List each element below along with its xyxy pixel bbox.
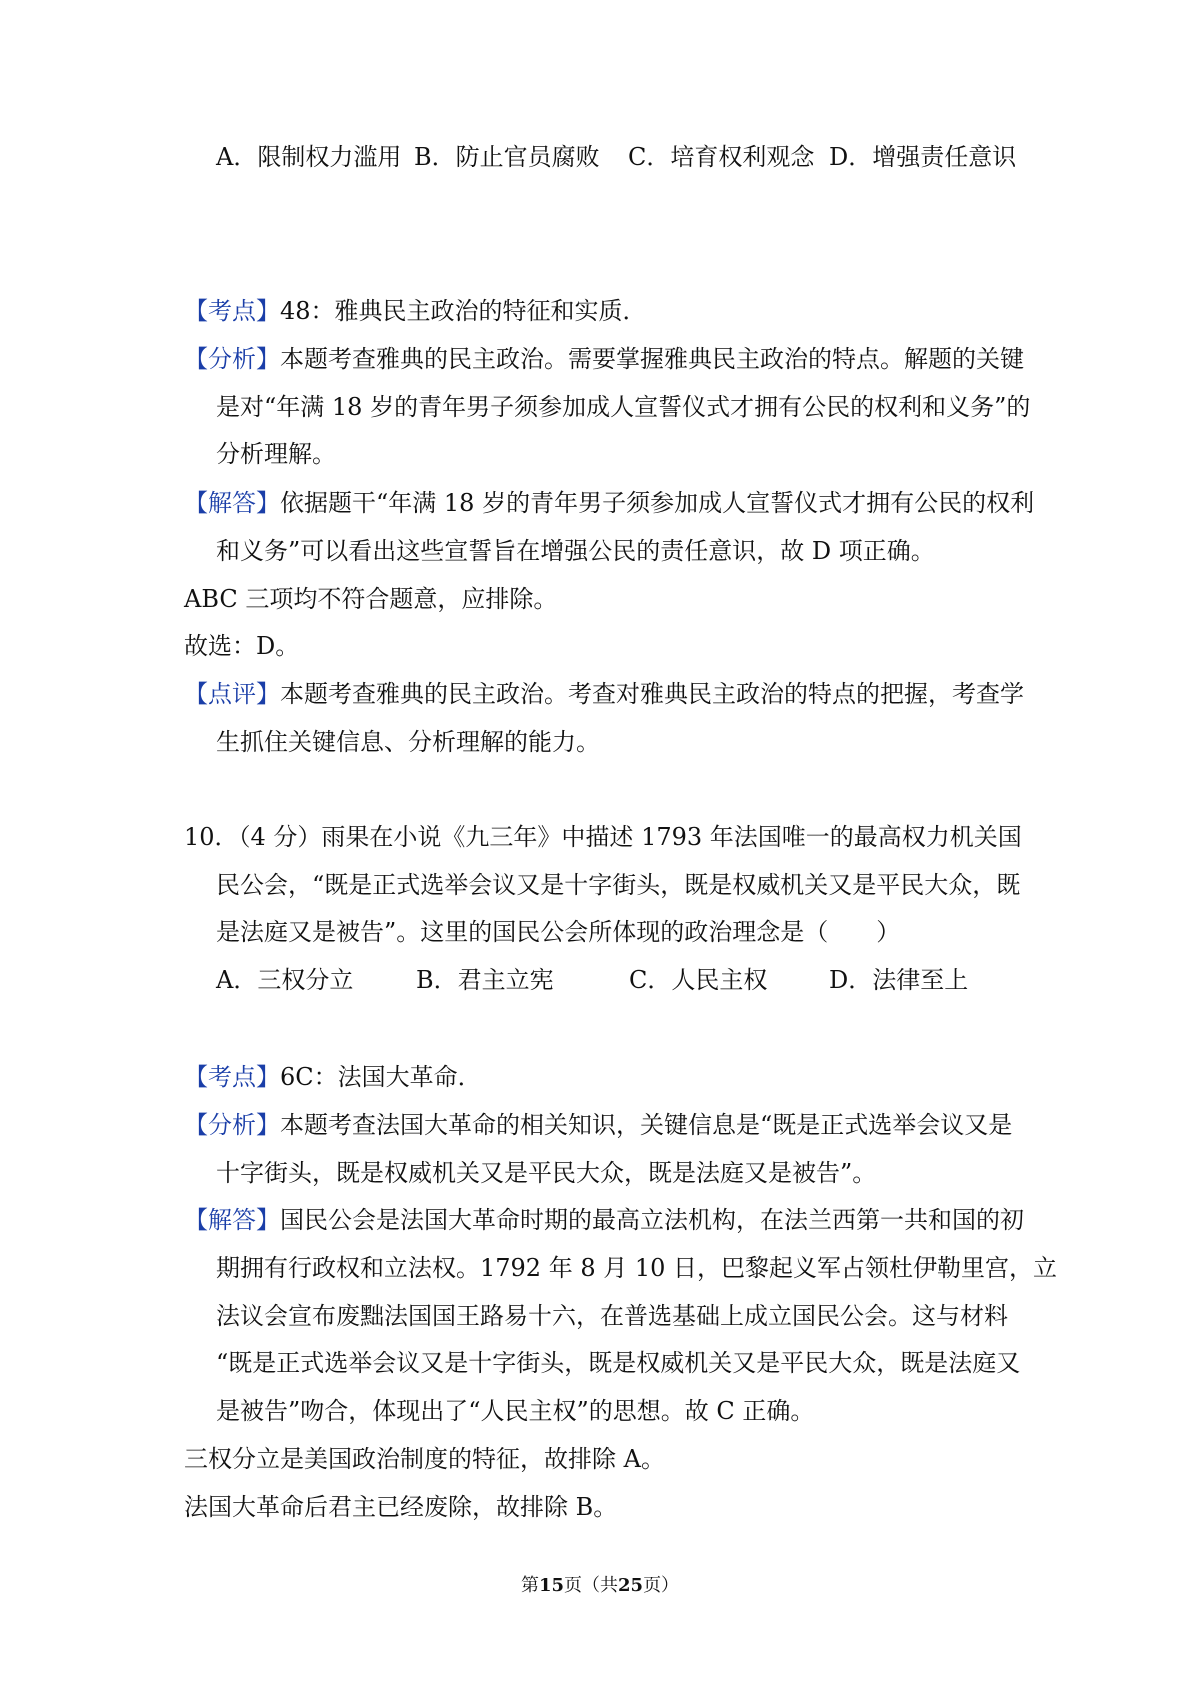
fenxi-line: 本题考查法国大革命的相关知识，关键信息是“既是正式选举会议又是 — [280, 1111, 1013, 1139]
page-number: 15 — [538, 1575, 564, 1596]
footer-post: 页） — [643, 1575, 680, 1596]
fenxi-line: 是对“年满 18 岁的青年男子须参加成人宣誓仪式才拥有公民的权利和义务”的 — [216, 393, 1031, 421]
q10-kaodian — [184, 1060, 482, 1094]
q9-jieda — [184, 486, 1034, 520]
q10-fenxi — [184, 1108, 1012, 1142]
dianping-line: 生抓住关键信息、分析理解的能力。 — [216, 728, 600, 756]
option-a: A．限制权力滥用 — [216, 143, 402, 171]
jieda-line: 期拥有行政权和立法权。1792 年 8 月 10 日，巴黎起义军占领杜伊勒里宫，立 — [216, 1254, 1058, 1282]
q9-kaodian — [184, 294, 647, 328]
kaodian-tag: 【考点】 — [184, 1063, 280, 1091]
jieda-line: 是被告”吻合，体现出了“人民主权”的思想。故 C 正确。 — [216, 1397, 815, 1425]
q9-fenxi — [184, 342, 1024, 376]
jieda-line: 和义务”可以看出这些宣誓旨在增强公民的责任意识，故 D 项正确。 — [216, 537, 935, 565]
jieda-tag: 【解答】 — [184, 489, 280, 517]
kaodian-tag: 【考点】 — [184, 297, 280, 325]
option-d: D．增强责任意识 — [829, 143, 1017, 171]
q10-stem: 民公会，“既是正式选举会议又是十字街头，既是权威机关又是平民大众，既 — [216, 871, 1021, 899]
exclusion-line: ABC 三项均不符合题意，应排除。 — [184, 585, 558, 613]
option-d: D．法律至上 — [829, 966, 969, 994]
q9-dianping — [184, 677, 1024, 711]
page-total: 25 — [618, 1575, 644, 1596]
exclusion-line: 法国大革命后君主已经废除，故排除 B。 — [184, 1493, 618, 1521]
exclusion-line: 三权分立是美国政治制度的特征，故排除 A。 — [184, 1445, 665, 1473]
jieda-line: 依据题干“年满 18 岁的青年男子须参加成人宣誓仪式才拥有公民的权利 — [280, 489, 1035, 517]
jieda-line: 法议会宣布废黜法国国王路易十六，在普选基础上成立国民公会。这与材料 — [216, 1302, 1008, 1330]
answer-line: 故选：D。 — [184, 632, 300, 660]
q10-stem: 是法庭又是被告”。这里的国民公会所体现的政治理念是（ ） — [216, 918, 901, 946]
kaodian-text: 6C：法国大革命． — [280, 1063, 482, 1091]
q10-stem: 10．（4 分）雨果在小说《九三年》中描述 1793 年法国唯一的最高权力机关国 — [184, 823, 1022, 851]
fenxi-line: 十字街头，既是权威机关又是平民大众，既是法庭又是被告”。 — [216, 1159, 877, 1187]
fenxi-tag: 【分析】 — [184, 1111, 280, 1139]
jieda-tag: 【解答】 — [184, 1206, 280, 1234]
page-footer — [0, 1574, 1200, 1598]
option-b: B．防止官员腐败 — [414, 143, 600, 171]
footer-pre: 第 — [520, 1575, 539, 1596]
kaodian-text: 48：雅典民主政治的特征和实质． — [280, 297, 647, 325]
dianping-line: 本题考查雅典的民主政治。考查对雅典民主政治的特点的把握，考查学 — [280, 680, 1024, 708]
q10-jieda — [184, 1203, 1024, 1237]
option-b: B．君主立宪 — [416, 966, 554, 994]
option-a: A．三权分立 — [216, 966, 354, 994]
option-c: C．培育权利观念 — [628, 143, 815, 171]
footer-mid: 页（共 — [564, 1575, 618, 1596]
dianping-tag: 【点评】 — [184, 680, 280, 708]
option-c: C．人民主权 — [629, 966, 768, 994]
fenxi-tag: 【分析】 — [184, 345, 280, 373]
fenxi-line: 本题考查雅典的民主政治。需要掌握雅典民主政治的特点。解题的关键 — [280, 345, 1024, 373]
fenxi-line: 分析理解。 — [216, 440, 336, 468]
jieda-line: 国民公会是法国大革命时期的最高立法机构，在法兰西第一共和国的初 — [280, 1206, 1024, 1234]
jieda-line: “既是正式选举会议又是十字街头，既是权威机关又是平民大众，既是法庭又 — [216, 1349, 1021, 1377]
